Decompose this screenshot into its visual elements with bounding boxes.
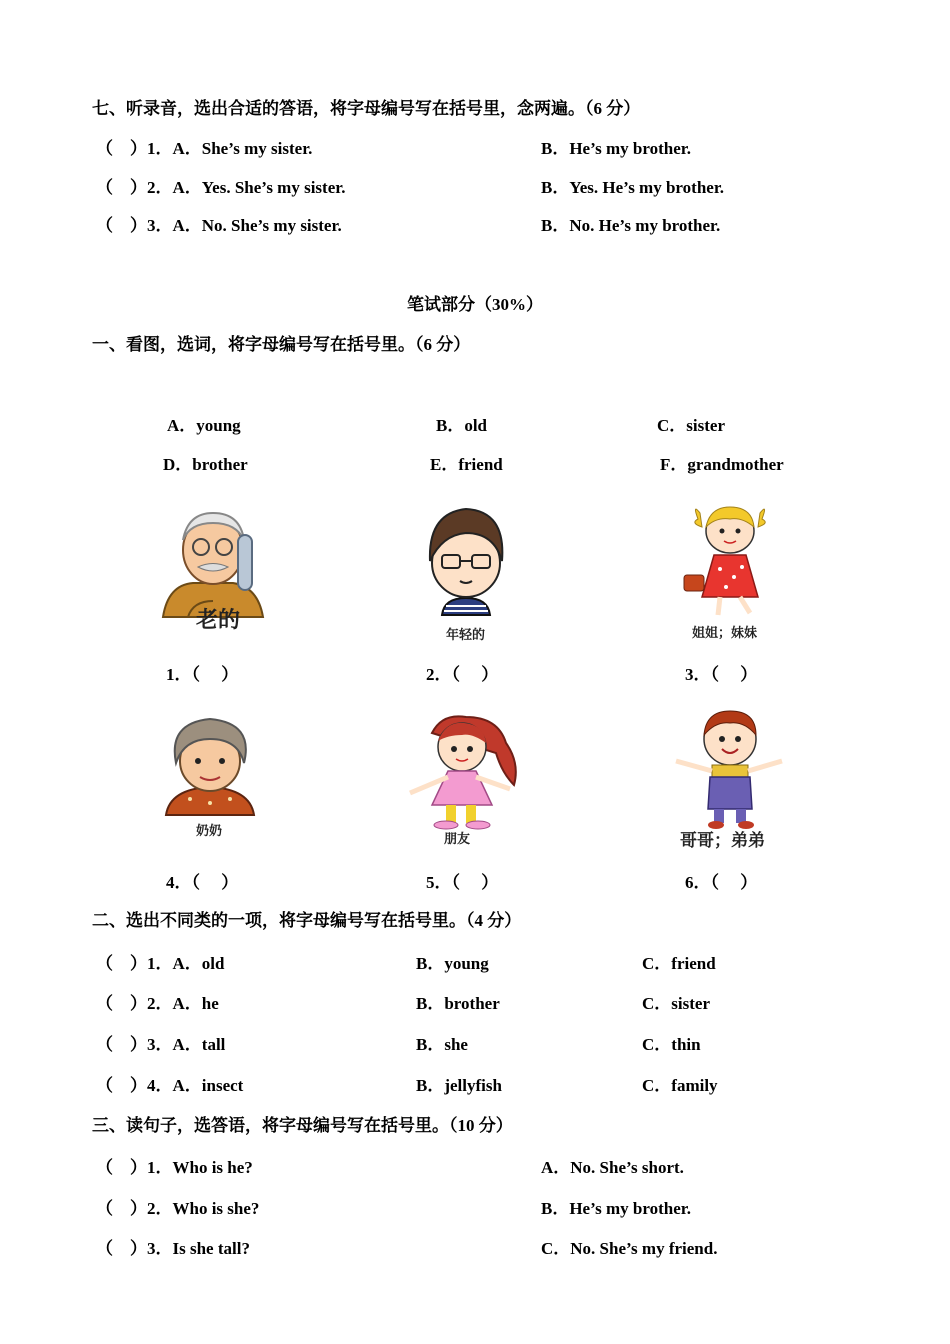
blank-5[interactable]: 5．（ ） (426, 873, 499, 892)
part3-q1: （ ）1．Who is he? (96, 1158, 253, 1177)
caption-young: 年轻的 (446, 628, 486, 643)
part2-q4-a: （ ）4．A．insect (96, 1076, 244, 1095)
sec7-q1-b: B．He’s my brother. (541, 139, 692, 158)
word-option-f: F．grandmother (660, 455, 784, 474)
sec7-q1: （ ）1．A．She’s my sister. (96, 139, 313, 158)
caption-friend: 朋友 (444, 832, 471, 847)
word-option-e: E．friend (430, 455, 503, 474)
part2-q3-c: C．thin (642, 1035, 701, 1054)
part2-q1-c: C．friend (642, 954, 716, 973)
part2-q4-c: C．family (642, 1076, 718, 1095)
picture-old-man (158, 505, 268, 633)
blank-2[interactable]: 2．（ ） (426, 665, 499, 684)
word-option-c: C．sister (657, 416, 725, 435)
sec7-q2-b: B．Yes. He’s my brother. (541, 178, 725, 197)
blank-3[interactable]: 3．（ ） (685, 665, 758, 684)
part2-q3-b: B．she (416, 1035, 468, 1054)
sec7-q3: （ ）3．A．No. She’s my sister. (96, 216, 342, 235)
part2-q2-c: C．sister (642, 994, 710, 1013)
caption-sister: 姐姐；妹妹 (692, 626, 758, 641)
word-option-b: B．old (436, 416, 488, 435)
part2-q3-a: （ ）3．A．tall (96, 1035, 226, 1054)
caption-brother: 哥哥；弟弟 (680, 831, 765, 851)
picture-sister-girl (680, 497, 780, 642)
picture-friend-girl (402, 713, 530, 849)
caption-old: 老的 (196, 608, 241, 633)
written-part-title: 笔试部分（30%） (407, 295, 543, 314)
sec7-q3-b: B．No. He’s my brother. (541, 216, 721, 235)
blank-4[interactable]: 4．（ ） (166, 873, 239, 892)
part2-q1-a: （ ）1．A．old (96, 954, 225, 973)
caption-grandmother: 奶奶 (196, 824, 223, 839)
section-7-title: 七、听录音，选出合适的答语，将字母编号写在括号里，念两遍。（6 分） (92, 99, 641, 118)
picture-grandmother (158, 713, 262, 843)
blank-1[interactable]: 1．（ ） (166, 665, 239, 684)
part3-q2: （ ）2．Who is she? (96, 1199, 260, 1218)
word-option-d: D．brother (163, 455, 248, 474)
part2-q2-b: B．brother (416, 994, 500, 1013)
part2-title: 二、选出不同类的一项，将字母编号写在括号里。（4 分） (92, 911, 522, 930)
sec7-q2: （ ）2．A．Yes. She’s my sister. (96, 178, 346, 197)
part3-a3: C．No. She’s my friend. (541, 1239, 718, 1258)
part3-a1: A．No. She’s short. (541, 1158, 684, 1177)
word-option-a: A．young (167, 416, 241, 435)
part3-q3: （ ）3．Is she tall? (96, 1239, 250, 1258)
part3-a2: B．He’s my brother. (541, 1199, 692, 1218)
part2-q1-b: B．young (416, 954, 489, 973)
part3-title: 三、读句子，选答语，将字母编号写在括号里。（10 分） (92, 1116, 513, 1135)
part2-q2-a: （ ）2．A．he (96, 994, 219, 1013)
picture-brother-boy (668, 705, 792, 855)
part2-q4-b: B．jellyfish (416, 1076, 502, 1095)
part1-title: 一、看图，选词，将字母编号写在括号里。（6 分） (92, 335, 471, 354)
blank-6[interactable]: 6．（ ） (685, 873, 758, 892)
picture-young-boy (420, 503, 512, 645)
